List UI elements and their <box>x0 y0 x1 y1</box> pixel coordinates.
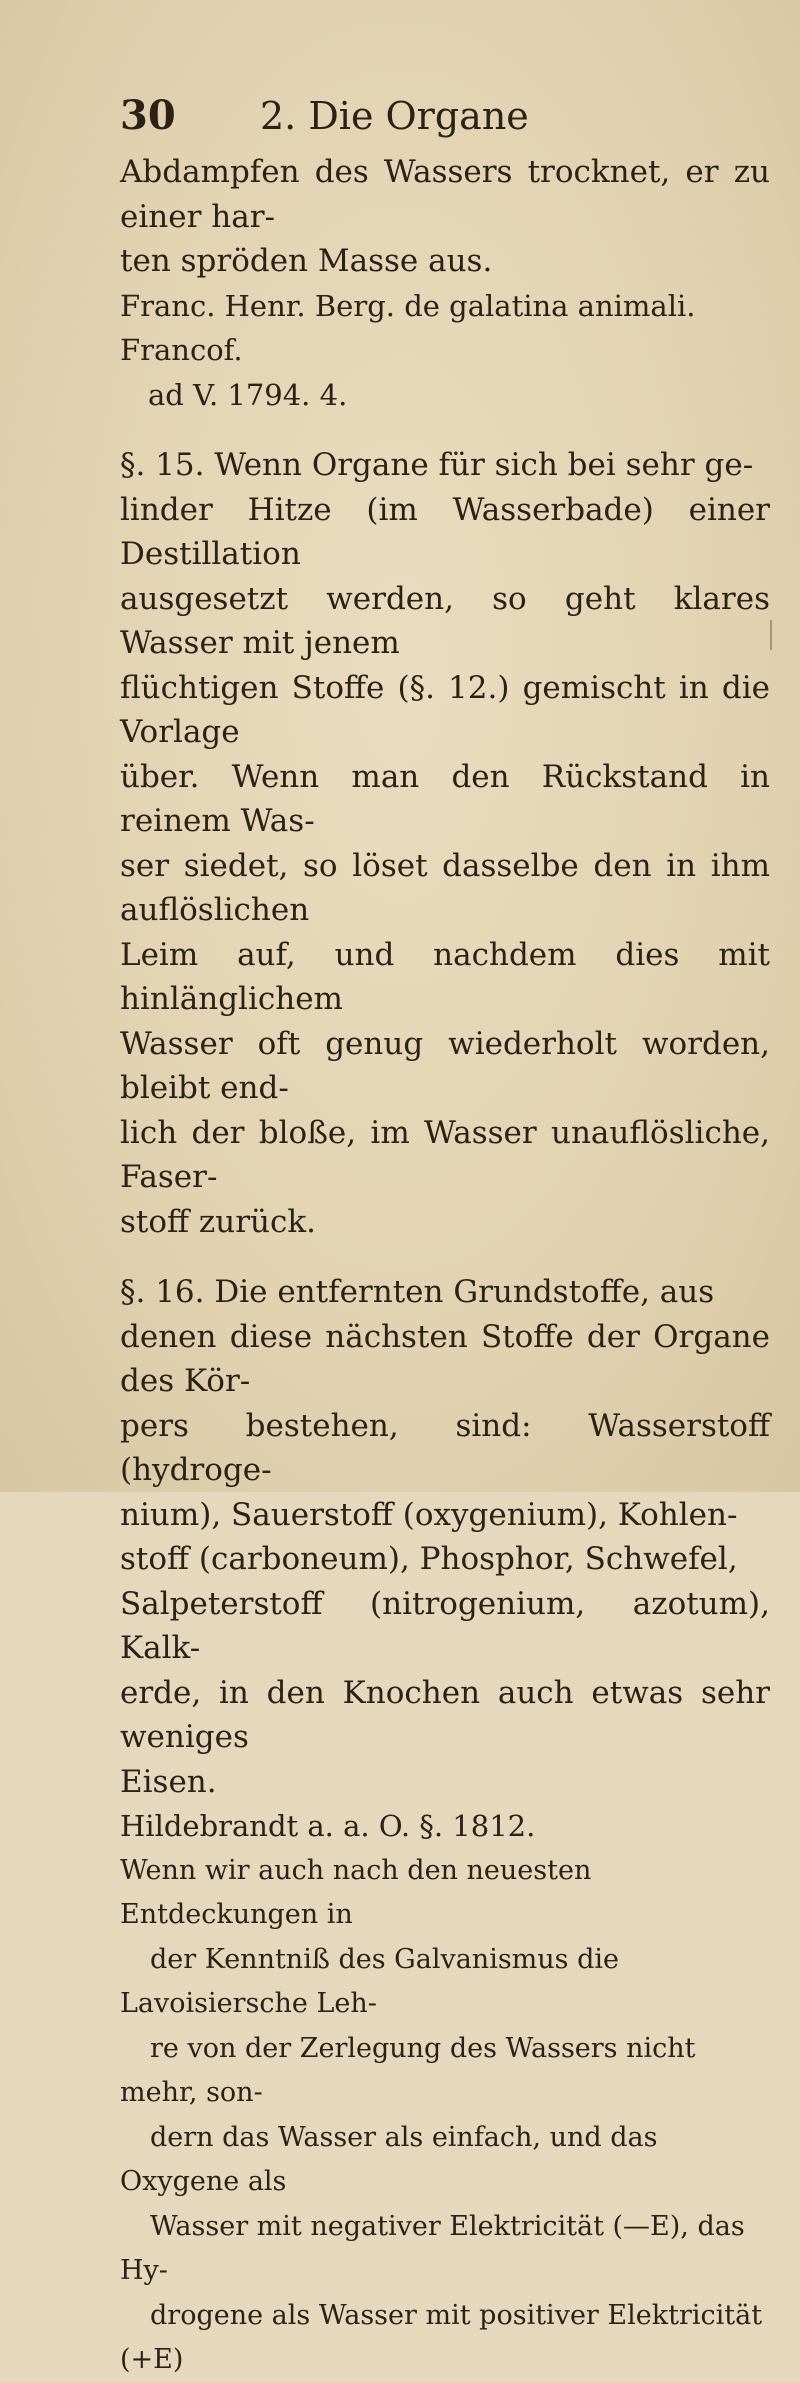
text-line: Abdampfen des Wassers trocknet, er zu einer har- <box>120 154 770 235</box>
footnote-line: Wasser mit negativer Elektricität (—E), das Hy- <box>120 2210 745 2286</box>
text-line: ausgesetzt werden, so geht klares Wasser mit jenem <box>120 580 770 661</box>
text-line: erde, in den Knochen auch etwas sehr weniges <box>120 1674 770 1755</box>
text-line: flüchtigen Stoffe (§. 12.) gemischt in die Vorlage <box>120 669 770 750</box>
text-line: ser siedet, so löset dasselbe den in ihm auflöslichen <box>120 847 770 928</box>
text-line: linder Hitze (im Wasserbade) einer Destillation <box>120 491 770 572</box>
footnote-line: drogene als Wasser mit positiver Elektricität (+E) <box>120 2299 763 2375</box>
text-line: Leim auf, und nachdem dies mit hinlänglichem <box>120 936 770 1017</box>
text-line: §. 15. Wenn Organe für sich bei sehr ge- <box>120 447 754 483</box>
text-line: stoff (carboneum), Phosphor, Schwefel, <box>120 1541 738 1577</box>
section-16 <box>120 1270 770 1804</box>
footnote <box>120 1849 770 2383</box>
text-line: Wasser oft genug wiederholt worden, bleibt end- <box>120 1025 770 1106</box>
paragraph-continuation <box>120 150 770 284</box>
margin-mark <box>770 620 772 650</box>
footnote-line: dern das Wasser als einfach, und das Oxygene als <box>120 2121 658 2197</box>
section-15 <box>120 443 770 1244</box>
page-number: 30 <box>120 92 176 139</box>
citation-hildebrandt: Hildebrandt a. a. O. §. 1812. <box>120 1809 536 1843</box>
page-body <box>120 150 770 2383</box>
text-line: über. Wenn man den Rückstand in reinem Was- <box>120 758 770 839</box>
citation-line: ad V. 1794. 4. <box>148 377 348 412</box>
text-line: stoff zurück. <box>120 1203 316 1240</box>
footnote-line: der Kenntniß des Galvanismus die Lavoisiersche Leh- <box>120 1943 620 2019</box>
text-line: §. 16. Die entfernten Grundstoffe, aus <box>120 1274 715 1310</box>
page-header <box>120 92 700 142</box>
citation-line: Franc. Henr. Berg. de galatina animali. Francof. <box>120 288 696 367</box>
text-line: lich der bloße, im Wasser unauflösliche, Faser- <box>120 1114 770 1195</box>
running-head: 2. Die Organe <box>260 94 529 138</box>
citation-berg <box>120 284 770 418</box>
text-line: pers bestehen, sind: Wasserstoff (hydroge- <box>120 1407 770 1488</box>
text-line: ten spröden Masse aus. <box>120 243 493 279</box>
text-line: Salpeterstoff (nitrogenium, azotum), Kalk- <box>120 1585 770 1666</box>
footnote-line: re von der Zerlegung des Wassers nicht mehr, son- <box>120 2032 696 2108</box>
text-line: Eisen. <box>120 1763 217 1800</box>
footnote-line: Wenn wir auch nach den neuesten Entdeckungen in <box>120 1854 592 1930</box>
text-line: nium), Sauerstoff (oxygenium), Kohlen- <box>120 1496 738 1533</box>
text-line: denen diese nächsten Stoffe der Organe des Kör- <box>120 1318 770 1399</box>
